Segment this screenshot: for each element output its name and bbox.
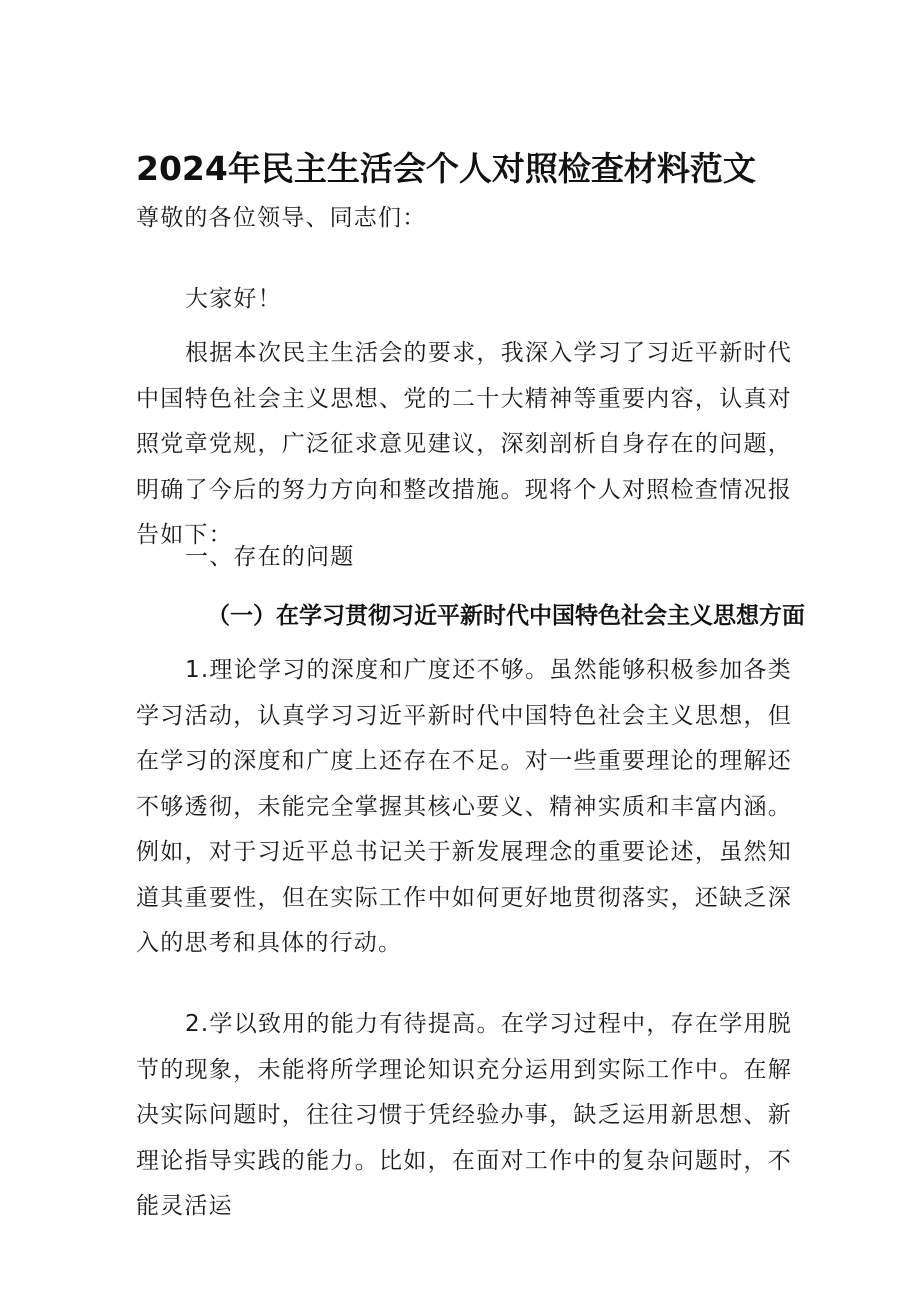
section-heading-problems: 一、存在的问题 (185, 544, 355, 570)
intro-paragraph: 根据本次民主生活会的要求，我深入学习了习近平新时代中国特色社会主义思想、党的二十大精神等重要内容，认真对照党章党规，广泛征求意见建议，深刻剖析自身存在的问题，明确了今后的努力方向和整改措施。现将个人对照检查情况报告如下： (136, 340, 792, 548)
document-title: 2024年民主生活会个人对照检查材料范文 (136, 149, 756, 188)
point-1-paragraph: 1.理论学习的深度和广度还不够。虽然能够积极参加各类学习活动，认真学习习近平新时代中国特色社会主义思想，但在学习的深度和广度上还存在不足。对一些重要理论的理解还不够透彻，未能完全掌握其核心要义、精神实质和丰富内涵。例如，对于习近平总书记关于新发展理念的重要论述，虽然知道其重要性，但在实际工作中如何更好地贯彻落实，还缺乏深入的思考和具体的行动。 (136, 657, 792, 956)
point-2-paragraph: 2.学以致用的能力有待提高。在学习过程中，存在学用脱节的现象，未能将所学理论知识充分运用到实际工作中。在解决实际问题时，往往习惯于凭经验办事，缺乏运用新思想、新理论指导实践的能力。比如，在面对工作中的复杂问题时，不能灵活运 (136, 1011, 792, 1219)
subsection-heading-theory: （一）在学习贯彻习近平新时代中国特色社会主义思想方面 (207, 603, 805, 629)
salutation: 尊敬的各位领导、同志们： (136, 205, 427, 231)
greeting: 大家好！ (185, 286, 282, 312)
